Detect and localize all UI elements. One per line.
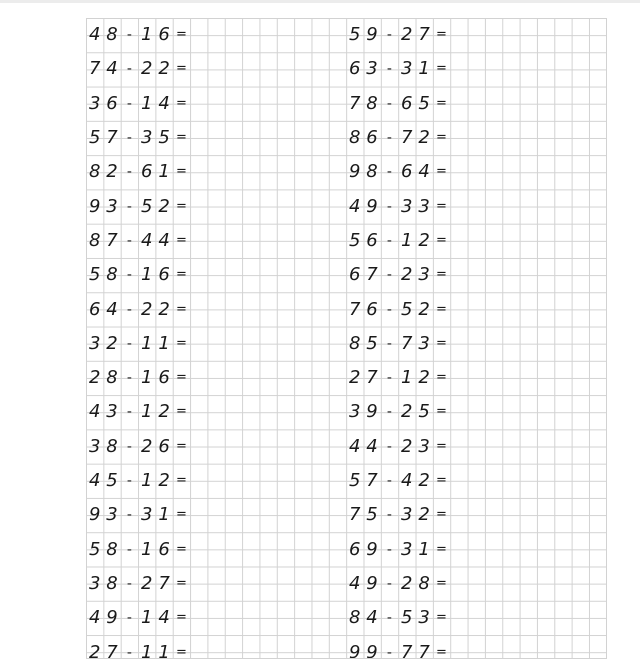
equals-sign: =	[175, 404, 187, 420]
subtrahend-tens-digit: 1	[140, 538, 153, 560]
minuend-ones-digit: 8	[106, 435, 118, 457]
problem-row	[346, 498, 450, 532]
subtrahend-tens-digit: 5	[140, 195, 153, 217]
minuend-ones-digit: 7	[106, 229, 118, 251]
equals-sign: =	[435, 438, 447, 454]
minuend-ones-digit: 8	[366, 161, 378, 183]
minuend-ones-digit: 5	[366, 332, 378, 354]
subtrahend-tens-digit: 2	[400, 401, 413, 423]
subtrahend-ones-digit: 2	[158, 298, 170, 320]
problem-row	[346, 52, 450, 86]
minus-sign: -	[386, 198, 392, 215]
subtrahend-ones-digit: 2	[418, 470, 430, 492]
minuend-tens-digit: 6	[88, 298, 101, 320]
subtrahend-tens-digit: 2	[140, 298, 153, 320]
minuend-ones-digit: 8	[366, 92, 378, 114]
subtrahend-ones-digit: 3	[418, 332, 430, 354]
minuend-tens-digit: 9	[88, 504, 101, 526]
minuend-tens-digit: 5	[88, 538, 101, 560]
equals-sign: =	[175, 130, 187, 146]
minus-sign: -	[386, 438, 392, 455]
subtrahend-ones-digit: 6	[158, 24, 170, 46]
subtrahend-ones-digit: 3	[418, 264, 430, 286]
problem-row	[86, 155, 190, 189]
minuend-tens-digit: 2	[88, 367, 101, 389]
subtrahend-ones-digit: 7	[418, 24, 430, 46]
problem-row	[346, 601, 450, 635]
minus-sign: -	[126, 130, 132, 147]
minuend-tens-digit: 5	[88, 264, 101, 286]
minuend-tens-digit: 6	[348, 58, 361, 80]
minuend-tens-digit: 5	[348, 229, 361, 251]
minuend-ones-digit: 5	[106, 470, 118, 492]
minus-sign: -	[126, 575, 132, 592]
subtrahend-tens-digit: 3	[140, 127, 153, 149]
problem-row	[346, 258, 450, 292]
problem-row	[346, 567, 450, 601]
minus-sign: -	[126, 198, 132, 215]
subtrahend-ones-digit: 5	[158, 127, 170, 149]
subtrahend-ones-digit: 2	[418, 504, 430, 526]
minus-sign: -	[126, 438, 132, 455]
minuend-ones-digit: 3	[106, 401, 118, 423]
minus-sign: -	[386, 301, 392, 318]
subtrahend-ones-digit: 2	[418, 298, 430, 320]
minus-sign: -	[386, 61, 392, 78]
minuend-ones-digit: 8	[106, 367, 118, 389]
minus-sign: -	[386, 610, 392, 627]
minuend-ones-digit: 4	[366, 435, 378, 457]
subtrahend-tens-digit: 5	[400, 607, 413, 629]
minuend-tens-digit: 4	[88, 24, 101, 46]
equals-sign: =	[175, 27, 187, 43]
minuend-tens-digit: 4	[348, 572, 361, 594]
equals-sign: =	[435, 27, 447, 43]
subtrahend-ones-digit: 1	[158, 504, 170, 526]
minuend-tens-digit: 8	[88, 229, 101, 251]
minus-sign: -	[126, 610, 132, 627]
minuend-ones-digit: 4	[106, 58, 118, 80]
problem-row	[86, 498, 190, 532]
subtrahend-tens-digit: 2	[400, 24, 413, 46]
minuend-tens-digit: 9	[348, 161, 361, 183]
equals-sign: =	[435, 575, 447, 591]
equals-sign: =	[175, 575, 187, 591]
minuend-ones-digit: 7	[366, 367, 378, 389]
subtrahend-tens-digit: 2	[140, 58, 153, 80]
equals-sign: =	[435, 301, 447, 317]
subtrahend-ones-digit: 2	[158, 470, 170, 492]
minuend-ones-digit: 7	[106, 127, 118, 149]
subtrahend-ones-digit: 4	[158, 92, 170, 114]
minuend-ones-digit: 9	[366, 24, 378, 46]
minus-sign: -	[126, 164, 132, 181]
minuend-tens-digit: 2	[88, 641, 101, 659]
subtrahend-tens-digit: 2	[400, 264, 413, 286]
minuend-ones-digit: 9	[106, 607, 118, 629]
problem-row	[346, 361, 450, 395]
problem-row	[86, 121, 190, 155]
subtrahend-tens-digit: 2	[140, 572, 153, 594]
minuend-tens-digit: 2	[348, 367, 361, 389]
equals-sign: =	[435, 404, 447, 420]
minuend-ones-digit: 9	[366, 195, 378, 217]
equals-sign: =	[435, 267, 447, 283]
minuend-ones-digit: 9	[366, 401, 378, 423]
minus-sign: -	[126, 95, 132, 112]
minus-sign: -	[386, 404, 392, 421]
subtrahend-tens-digit: 1	[140, 470, 153, 492]
equals-sign: =	[175, 644, 187, 659]
subtrahend-tens-digit: 2	[400, 572, 413, 594]
minuend-tens-digit: 4	[88, 607, 101, 629]
minus-sign: -	[386, 644, 392, 659]
problem-row	[346, 155, 450, 189]
problem-row	[86, 567, 190, 601]
subtrahend-ones-digit: 5	[418, 401, 430, 423]
minus-sign: -	[386, 164, 392, 181]
subtrahend-ones-digit: 2	[418, 127, 430, 149]
minus-sign: -	[126, 473, 132, 490]
grid-worksheet	[86, 18, 607, 659]
equals-sign: =	[175, 473, 187, 489]
equals-sign: =	[175, 301, 187, 317]
top-divider	[0, 0, 640, 3]
subtrahend-ones-digit: 2	[418, 367, 430, 389]
subtrahend-ones-digit: 1	[158, 641, 170, 659]
problem-row	[86, 190, 190, 224]
minus-sign: -	[386, 370, 392, 387]
problem-row	[86, 52, 190, 86]
minuend-ones-digit: 6	[366, 127, 378, 149]
problem-row	[346, 190, 450, 224]
minuend-tens-digit: 9	[348, 641, 361, 659]
minuend-ones-digit: 9	[366, 538, 378, 560]
subtrahend-tens-digit: 3	[400, 195, 413, 217]
subtrahend-ones-digit: 2	[418, 229, 430, 251]
subtrahend-tens-digit: 3	[400, 538, 413, 560]
problem-row	[346, 430, 450, 464]
problem-row	[86, 601, 190, 635]
equals-sign: =	[435, 370, 447, 386]
equals-sign: =	[175, 267, 187, 283]
subtrahend-tens-digit: 2	[400, 435, 413, 457]
minuend-ones-digit: 5	[366, 504, 378, 526]
minuend-ones-digit: 9	[366, 641, 378, 659]
subtrahend-ones-digit: 4	[418, 161, 430, 183]
equals-sign: =	[435, 164, 447, 180]
subtrahend-ones-digit: 4	[158, 607, 170, 629]
minuend-tens-digit: 7	[348, 504, 361, 526]
equals-sign: =	[175, 370, 187, 386]
minuend-ones-digit: 3	[106, 195, 118, 217]
minuend-ones-digit: 7	[366, 264, 378, 286]
equals-sign: =	[175, 335, 187, 351]
subtrahend-ones-digit: 5	[418, 92, 430, 114]
problem-row	[346, 635, 450, 659]
minuend-ones-digit: 9	[366, 572, 378, 594]
subtrahend-ones-digit: 8	[418, 572, 430, 594]
subtrahend-tens-digit: 1	[140, 332, 153, 354]
minuend-tens-digit: 7	[348, 92, 361, 114]
subtrahend-ones-digit: 2	[158, 58, 170, 80]
subtrahend-tens-digit: 5	[400, 298, 413, 320]
minuend-ones-digit: 6	[366, 298, 378, 320]
equals-sign: =	[175, 232, 187, 248]
subtrahend-tens-digit: 1	[140, 607, 153, 629]
equals-sign: =	[435, 541, 447, 557]
subtrahend-tens-digit: 1	[140, 401, 153, 423]
minus-sign: -	[126, 335, 132, 352]
problem-row	[346, 464, 450, 498]
minus-sign: -	[386, 95, 392, 112]
minuend-tens-digit: 3	[88, 572, 101, 594]
subtrahend-ones-digit: 7	[418, 641, 430, 659]
minuend-ones-digit: 8	[106, 572, 118, 594]
problem-row	[346, 18, 450, 52]
minus-sign: -	[386, 541, 392, 558]
subtrahend-tens-digit: 6	[400, 161, 413, 183]
subtrahend-ones-digit: 2	[158, 195, 170, 217]
minuend-ones-digit: 2	[106, 332, 118, 354]
minuend-tens-digit: 3	[88, 332, 101, 354]
equals-sign: =	[435, 644, 447, 659]
subtrahend-tens-digit: 1	[140, 264, 153, 286]
subtrahend-tens-digit: 4	[400, 470, 413, 492]
subtrahend-tens-digit: 7	[400, 127, 413, 149]
problem-row	[86, 258, 190, 292]
minuend-tens-digit: 4	[348, 435, 361, 457]
equals-sign: =	[175, 164, 187, 180]
minuend-ones-digit: 3	[366, 58, 378, 80]
problem-row	[346, 87, 450, 121]
minus-sign: -	[126, 507, 132, 524]
equals-sign: =	[175, 438, 187, 454]
problem-row	[86, 395, 190, 429]
subtrahend-tens-digit: 1	[140, 92, 153, 114]
subtrahend-ones-digit: 7	[158, 572, 170, 594]
minus-sign: -	[386, 130, 392, 147]
subtrahend-ones-digit: 6	[158, 538, 170, 560]
minuend-tens-digit: 9	[88, 195, 101, 217]
minuend-ones-digit: 2	[106, 161, 118, 183]
subtrahend-ones-digit: 3	[418, 195, 430, 217]
minus-sign: -	[126, 267, 132, 284]
minuend-tens-digit: 6	[348, 538, 361, 560]
subtrahend-ones-digit: 3	[418, 607, 430, 629]
subtrahend-ones-digit: 1	[418, 538, 430, 560]
minus-sign: -	[126, 301, 132, 318]
minuend-tens-digit: 7	[348, 298, 361, 320]
problem-row	[86, 361, 190, 395]
subtrahend-tens-digit: 3	[140, 504, 153, 526]
minus-sign: -	[126, 232, 132, 249]
problem-row	[346, 395, 450, 429]
subtrahend-ones-digit: 4	[158, 229, 170, 251]
subtrahend-tens-digit: 3	[400, 58, 413, 80]
minus-sign: -	[386, 473, 392, 490]
minuend-tens-digit: 5	[88, 127, 101, 149]
minuend-tens-digit: 8	[88, 161, 101, 183]
subtrahend-tens-digit: 6	[400, 92, 413, 114]
equals-sign: =	[175, 610, 187, 626]
minus-sign: -	[126, 644, 132, 659]
minus-sign: -	[386, 575, 392, 592]
equals-sign: =	[435, 61, 447, 77]
equals-sign: =	[435, 95, 447, 111]
subtrahend-tens-digit: 1	[400, 229, 413, 251]
subtrahend-ones-digit: 6	[158, 435, 170, 457]
subtrahend-tens-digit: 7	[400, 332, 413, 354]
subtrahend-ones-digit: 1	[418, 58, 430, 80]
minuend-ones-digit: 4	[106, 298, 118, 320]
equals-sign: =	[435, 473, 447, 489]
problem-row	[86, 224, 190, 258]
minuend-tens-digit: 5	[348, 24, 361, 46]
minus-sign: -	[386, 27, 392, 44]
minus-sign: -	[126, 370, 132, 387]
equals-sign: =	[435, 335, 447, 351]
problem-row	[86, 292, 190, 326]
minus-sign: -	[386, 267, 392, 284]
subtrahend-tens-digit: 4	[140, 229, 153, 251]
subtrahend-ones-digit: 2	[158, 401, 170, 423]
minus-sign: -	[386, 335, 392, 352]
minuend-tens-digit: 3	[88, 435, 101, 457]
minuend-ones-digit: 6	[366, 229, 378, 251]
equals-sign: =	[175, 541, 187, 557]
problem-row	[86, 635, 190, 659]
problem-row	[346, 533, 450, 567]
minus-sign: -	[386, 507, 392, 524]
subtrahend-tens-digit: 3	[400, 504, 413, 526]
minuend-tens-digit: 8	[348, 332, 361, 354]
subtrahend-ones-digit: 6	[158, 367, 170, 389]
problem-row	[86, 18, 190, 52]
minuend-tens-digit: 3	[88, 92, 101, 114]
problem-row	[86, 464, 190, 498]
problem-row	[346, 327, 450, 361]
minuend-tens-digit: 8	[348, 127, 361, 149]
subtrahend-tens-digit: 6	[140, 161, 153, 183]
minus-sign: -	[126, 541, 132, 558]
equals-sign: =	[435, 198, 447, 214]
subtrahend-tens-digit: 1	[140, 641, 153, 659]
equals-sign: =	[175, 198, 187, 214]
subtrahend-tens-digit: 1	[140, 24, 153, 46]
subtrahend-tens-digit: 1	[140, 367, 153, 389]
equals-sign: =	[435, 130, 447, 146]
minuend-ones-digit: 7	[366, 470, 378, 492]
minuend-ones-digit: 3	[106, 504, 118, 526]
minus-sign: -	[126, 27, 132, 44]
minuend-ones-digit: 6	[106, 92, 118, 114]
subtrahend-tens-digit: 7	[400, 641, 413, 659]
equals-sign: =	[435, 610, 447, 626]
minuend-tens-digit: 4	[88, 401, 101, 423]
minuend-ones-digit: 7	[106, 641, 118, 659]
minuend-ones-digit: 8	[106, 264, 118, 286]
minuend-tens-digit: 4	[88, 470, 101, 492]
subtrahend-ones-digit: 6	[158, 264, 170, 286]
minuend-tens-digit: 6	[348, 264, 361, 286]
problem-row	[346, 224, 450, 258]
minuend-tens-digit: 4	[348, 195, 361, 217]
problem-row	[86, 533, 190, 567]
subtrahend-ones-digit: 1	[158, 161, 170, 183]
equals-sign: =	[435, 232, 447, 248]
minuend-tens-digit: 5	[348, 470, 361, 492]
subtrahend-ones-digit: 1	[158, 332, 170, 354]
minus-sign: -	[126, 61, 132, 78]
subtrahend-tens-digit: 1	[400, 367, 413, 389]
problem-row	[86, 87, 190, 121]
equals-sign: =	[175, 95, 187, 111]
minuend-ones-digit: 8	[106, 538, 118, 560]
minus-sign: -	[126, 404, 132, 421]
equals-sign: =	[175, 507, 187, 523]
minuend-tens-digit: 8	[348, 607, 361, 629]
equals-sign: =	[435, 507, 447, 523]
problem-row	[346, 121, 450, 155]
problem-row	[86, 430, 190, 464]
problem-row	[86, 327, 190, 361]
minuend-tens-digit: 7	[88, 58, 101, 80]
minuend-tens-digit: 3	[348, 401, 361, 423]
subtrahend-ones-digit: 3	[418, 435, 430, 457]
equals-sign: =	[175, 61, 187, 77]
minuend-ones-digit: 8	[106, 24, 118, 46]
minus-sign: -	[386, 232, 392, 249]
subtrahend-tens-digit: 2	[140, 435, 153, 457]
problem-row	[346, 292, 450, 326]
minuend-ones-digit: 4	[366, 607, 378, 629]
